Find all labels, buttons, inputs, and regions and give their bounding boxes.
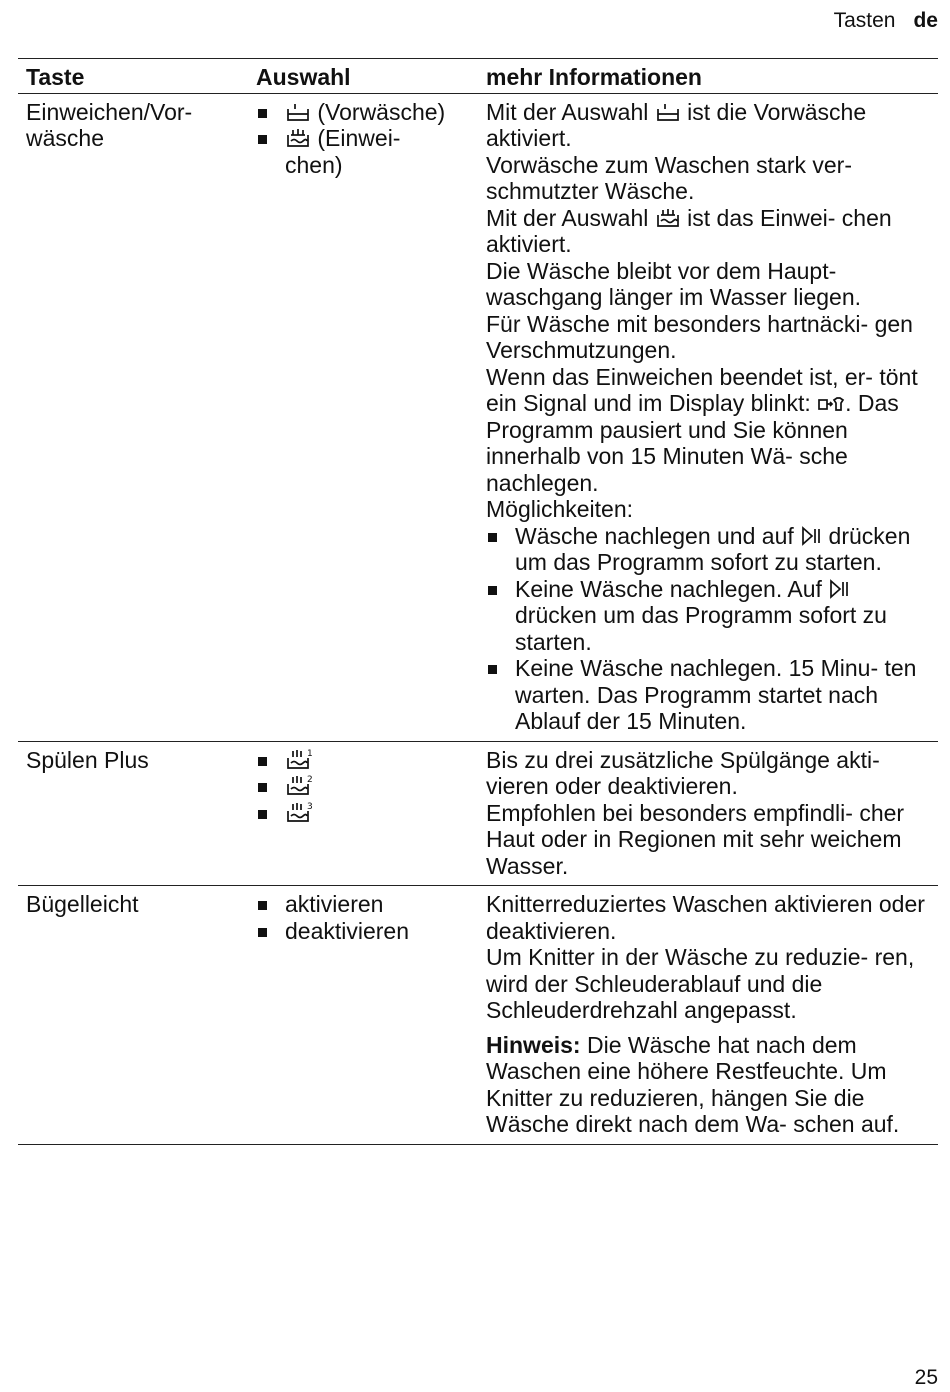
selection-cell bbox=[248, 886, 478, 1145]
button-options-table bbox=[18, 58, 938, 1145]
info-text: Mit der Auswahl bbox=[486, 98, 649, 125]
selection-label: (Einwei- chen) bbox=[285, 125, 401, 178]
selection-item-rinse-1 bbox=[256, 747, 470, 774]
selection-cell bbox=[248, 93, 478, 741]
info-paragraph bbox=[486, 99, 930, 152]
info-paragraph bbox=[486, 205, 930, 258]
info-paragraph: Vorwäsche zum Waschen stark ver- schmutzter Wäsche. bbox=[486, 151, 852, 204]
list-item bbox=[486, 523, 930, 576]
info-text: Keine Wäsche nachlegen. Auf bbox=[515, 575, 822, 602]
selection-item-prewash bbox=[256, 99, 470, 126]
soak-tub-icon bbox=[655, 207, 681, 229]
info-cell bbox=[478, 886, 938, 1145]
selection-cell bbox=[248, 741, 478, 886]
button-name-cell bbox=[18, 93, 248, 741]
column-header-selection: Auswahl bbox=[248, 59, 478, 94]
selection-item-rinse-3 bbox=[256, 800, 470, 827]
selection-label: (Vorwäsche) bbox=[317, 98, 446, 125]
start-pause-icon bbox=[800, 525, 822, 547]
table-row bbox=[18, 93, 938, 741]
selection-item-deactivate: deaktivieren bbox=[256, 918, 470, 945]
page-number: 25 bbox=[914, 1366, 938, 1389]
hint-paragraph bbox=[486, 1032, 930, 1138]
start-pause-icon bbox=[828, 578, 850, 600]
info-paragraph bbox=[486, 364, 930, 497]
table-header-row bbox=[18, 59, 938, 94]
selection-list bbox=[256, 99, 470, 179]
info-paragraph: Die Wäsche bleibt vor dem Haupt- waschgang länger im Wasser liegen. bbox=[486, 257, 861, 310]
info-text: ist das Einwei- chen aktiviert. bbox=[486, 204, 892, 257]
selection-list bbox=[256, 747, 470, 827]
rinse-plus-3-icon bbox=[285, 800, 315, 824]
add-laundry-display-icon bbox=[817, 394, 845, 414]
list-item bbox=[486, 576, 930, 656]
button-name-soak-prewash: Einweichen/Vor- wäsche bbox=[26, 98, 193, 151]
rinse-count-digit: 3 bbox=[307, 801, 313, 812]
info-paragraph: Bis zu drei zusätzliche Spülgänge akti- vieren oder deaktivieren. bbox=[486, 746, 880, 799]
table-row bbox=[18, 741, 938, 886]
selection-list bbox=[256, 891, 470, 944]
selection-item-soak bbox=[256, 125, 470, 178]
rinse-count-digit: 2 bbox=[307, 775, 313, 785]
selection-item-activate: aktivieren bbox=[256, 891, 470, 918]
info-text: Mit der Auswahl bbox=[486, 204, 649, 231]
info-cell bbox=[478, 93, 938, 741]
button-name-cell bbox=[18, 886, 248, 1145]
info-paragraph: Für Wäsche mit besonders hartnäcki- gen Verschmutzungen. bbox=[486, 310, 913, 363]
info-text: Wäsche nachlegen und auf bbox=[515, 522, 794, 549]
table-row bbox=[18, 886, 938, 1145]
column-header-info: mehr Informationen bbox=[478, 59, 938, 94]
hint-text: Die Wäsche hat nach dem Waschen eine höhere Restfeuchte. Um Knitter zu reduzieren, hängen Sie die Wäsche direkt nach dem Wa- schen auf. bbox=[486, 1031, 900, 1137]
info-cell bbox=[478, 741, 938, 886]
hint-label: Hinweis: bbox=[486, 1031, 581, 1058]
options-list bbox=[486, 523, 930, 735]
rinse-count-digit: 1 bbox=[307, 748, 313, 759]
running-header bbox=[834, 8, 938, 34]
info-text: Wenn das Einweichen beendet ist, er- tönt ein Signal und im Display blinkt: bbox=[486, 363, 918, 416]
info-text: drücken um das Programm sofort zu starten. bbox=[515, 602, 887, 655]
soak-tub-icon bbox=[285, 127, 311, 149]
column-header-button: Taste bbox=[18, 59, 248, 94]
language-code: de bbox=[913, 9, 938, 32]
list-item: Keine Wäsche nachlegen. 15 Minu- ten warten. Das Programm startet nach Ablauf der 15 Minuten. bbox=[486, 655, 930, 735]
prewash-tub-icon bbox=[285, 101, 311, 123]
selection-item-rinse-2 bbox=[256, 773, 470, 800]
button-name-easy-iron: Bügelleicht bbox=[26, 891, 139, 917]
info-paragraph: Empfohlen bei besonders empfindli- cher Haut oder in Regionen mit sehr weichem Wasser. bbox=[486, 799, 905, 879]
info-paragraph: Knitterreduziertes Waschen aktivieren oder deaktivieren. bbox=[486, 891, 925, 944]
info-text: . Das Programm pausiert und Sie können innerhalb von 15 Minuten Wä- sche nachlegen. bbox=[486, 390, 899, 496]
rinse-plus-2-icon bbox=[285, 773, 315, 797]
button-name-cell bbox=[18, 741, 248, 886]
section-title: Tasten bbox=[833, 9, 896, 32]
prewash-tub-icon bbox=[655, 101, 681, 123]
info-text: ist die Vorwäsche aktiviert. bbox=[486, 98, 867, 151]
info-paragraph: Möglichkeiten: bbox=[486, 496, 634, 522]
button-name-rinse-plus: Spülen Plus bbox=[26, 746, 149, 773]
info-paragraph: Um Knitter in der Wäsche zu reduzie- ren, wird der Schleuderablauf und die Schleuderdrehzahl angepasst. bbox=[486, 944, 915, 1023]
info-text: drücken um das Programm sofort zu starten. bbox=[515, 522, 911, 575]
rinse-plus-1-icon bbox=[285, 747, 315, 771]
